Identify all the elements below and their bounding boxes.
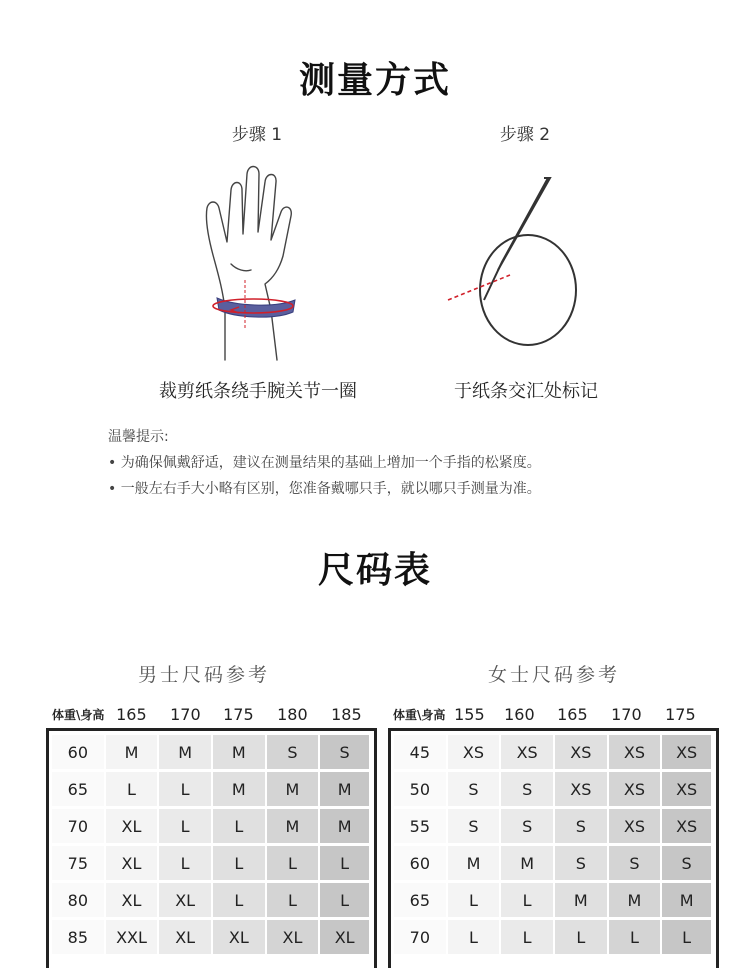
size-cell: XS: [662, 772, 713, 806]
size-cell: L: [213, 846, 267, 880]
table-row: [52, 735, 371, 769]
size-cell: L: [448, 920, 502, 954]
size-cell: XS: [609, 735, 663, 769]
men-size-table: [46, 728, 377, 968]
size-cell: L: [662, 920, 713, 954]
size-cell: XS: [662, 809, 713, 843]
size-cell: XL: [106, 809, 160, 843]
size-cell: XL: [213, 920, 267, 954]
size-cell: XS: [555, 772, 609, 806]
height-col: 170: [611, 705, 642, 724]
size-cell: L: [267, 846, 321, 880]
size-cell: S: [267, 735, 321, 769]
size-cell: S: [555, 809, 609, 843]
height-col: 170: [170, 705, 201, 724]
size-cell: M: [213, 772, 267, 806]
size-cell: M: [106, 735, 160, 769]
size-cell: XS: [609, 772, 663, 806]
size-cell: S: [555, 846, 609, 880]
weight-cell: 60: [52, 735, 106, 769]
table-row: [52, 883, 371, 917]
tips-block: [108, 424, 541, 502]
table-row: [394, 735, 713, 769]
table-corner-label: 体重\身高: [52, 708, 105, 722]
mark-line: [448, 275, 510, 300]
weight-cell: 75: [52, 846, 106, 880]
size-cell: M: [320, 772, 371, 806]
size-cell: XS: [501, 735, 555, 769]
size-cell: M: [213, 735, 267, 769]
table-row: [52, 772, 371, 806]
size-cell: L: [159, 846, 213, 880]
height-col: 160: [504, 705, 535, 724]
size-chart-title: 尺码表: [317, 550, 432, 591]
table-row: [394, 809, 713, 843]
weight-cell: 85: [52, 920, 106, 954]
women-chart-heading: 女士尺码参考: [487, 664, 620, 686]
weight-cell: 65: [52, 772, 106, 806]
weight-cell: 80: [52, 883, 106, 917]
height-col: 165: [557, 705, 588, 724]
size-cell: L: [213, 809, 267, 843]
weight-cell: 70: [52, 809, 106, 843]
size-cell: XXL: [106, 920, 160, 954]
size-cell: XL: [106, 846, 160, 880]
size-cell: XS: [448, 735, 502, 769]
size-cell: XS: [662, 735, 713, 769]
height-col: 155: [454, 705, 485, 724]
size-cell: XL: [267, 920, 321, 954]
size-cell: S: [662, 846, 713, 880]
size-cell: L: [159, 809, 213, 843]
size-cell: S: [501, 772, 555, 806]
size-cell: L: [106, 772, 160, 806]
women-size-table: [388, 728, 719, 968]
size-cell: L: [213, 883, 267, 917]
size-cell: XL: [159, 920, 213, 954]
size-cell: L: [267, 883, 321, 917]
size-cell: M: [320, 809, 371, 843]
size-cell: L: [448, 883, 502, 917]
men-height-header: [52, 705, 368, 724]
size-cell: XL: [159, 883, 213, 917]
size-cell: S: [448, 809, 502, 843]
weight-cell: 50: [394, 772, 448, 806]
size-cell: L: [501, 920, 555, 954]
height-col: 165: [116, 705, 147, 724]
size-cell: S: [501, 809, 555, 843]
table-row: [52, 809, 371, 843]
weight-cell: 60: [394, 846, 448, 880]
size-cell: M: [448, 846, 502, 880]
height-col: 180: [277, 705, 308, 724]
height-col: 185: [331, 705, 362, 724]
size-cell: M: [267, 809, 321, 843]
size-cell: S: [320, 735, 371, 769]
table-row: [394, 883, 713, 917]
size-cell: M: [267, 772, 321, 806]
step2-label: 步骤 2: [499, 125, 551, 145]
size-cell: XL: [320, 920, 371, 954]
size-cell: L: [320, 883, 371, 917]
weight-cell: 65: [394, 883, 448, 917]
measure-title: 测量方式: [298, 60, 451, 101]
tips-heading: 温馨提示:: [108, 429, 169, 445]
wrist-measure-illustration: [195, 160, 335, 365]
step2-caption: 于纸条交汇处标记: [454, 381, 598, 402]
paper-loop-illustration: [440, 170, 590, 355]
size-cell: L: [320, 846, 371, 880]
size-cell: S: [609, 846, 663, 880]
size-cell: M: [159, 735, 213, 769]
size-cell: S: [448, 772, 502, 806]
women-height-header: [393, 705, 703, 724]
size-cell: M: [501, 846, 555, 880]
size-cell: M: [662, 883, 713, 917]
height-col: 175: [223, 705, 254, 724]
table-row: [394, 772, 713, 806]
size-cell: M: [555, 883, 609, 917]
table-row: [394, 920, 713, 954]
table-row: [52, 846, 371, 880]
weight-cell: 55: [394, 809, 448, 843]
step1-caption: 裁剪纸条绕手腕关节一圈: [159, 381, 357, 402]
size-cell: L: [501, 883, 555, 917]
size-cell: L: [159, 772, 213, 806]
table-row: [394, 846, 713, 880]
size-cell: L: [609, 920, 663, 954]
men-chart-heading: 男士尺码参考: [137, 664, 270, 686]
tip-item: • 一般左右手大小略有区别，您准备戴哪只手，就以哪只手测量为准。: [108, 481, 541, 497]
tip-item: • 为确保佩戴舒适，建议在测量结果的基础上增加一个手指的松紧度。: [108, 455, 541, 471]
weight-cell: 70: [394, 920, 448, 954]
height-col: 175: [665, 705, 696, 724]
size-cell: L: [555, 920, 609, 954]
table-row: [52, 920, 371, 954]
size-cell: XL: [106, 883, 160, 917]
weight-cell: 45: [394, 735, 448, 769]
size-cell: XS: [555, 735, 609, 769]
size-cell: XS: [609, 809, 663, 843]
table-corner-label: 体重\身高: [393, 708, 446, 722]
size-cell: M: [609, 883, 663, 917]
step1-label: 步骤 1: [231, 125, 283, 145]
